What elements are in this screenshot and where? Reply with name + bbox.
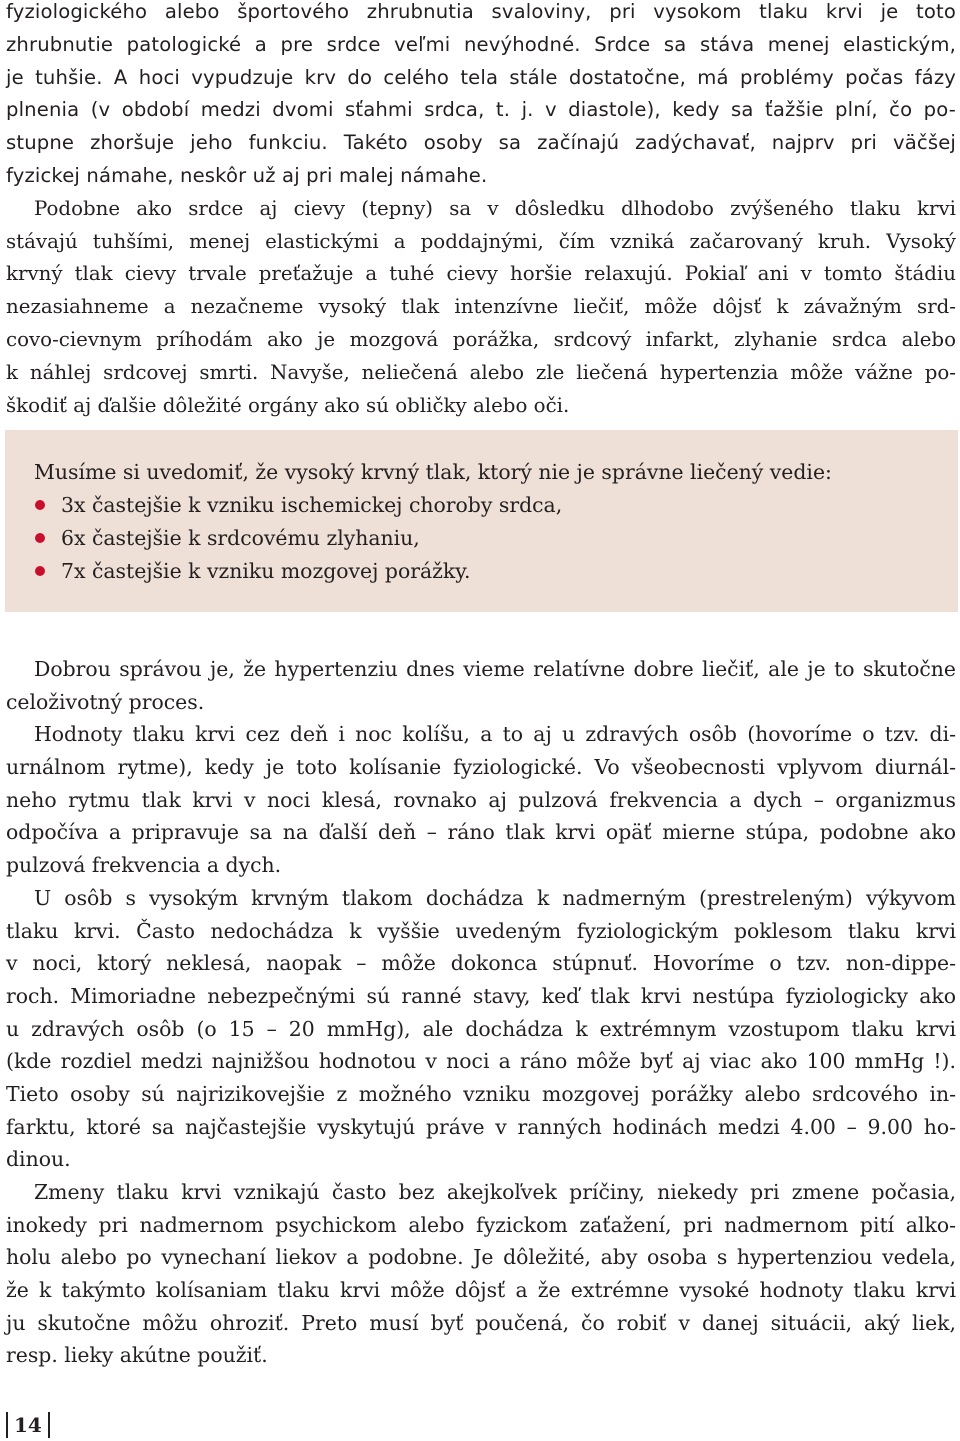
callout-box [5, 430, 958, 612]
text-line: v noci, ktorý neklesá, naopak – môže dokonca stúpnuť. Hovoríme o tzv. non-dippe- [6, 951, 956, 976]
list-item [5, 489, 562, 522]
bullet-icon [35, 566, 45, 576]
text-line: u zdravých osôb (o 15 – 20 mmHg), ale dochádza k extrémnym vzostupom tlaku krvi [6, 1016, 956, 1041]
list-item [5, 522, 562, 555]
list-item-text: 6x častejšie k srdcovému zlyhaniu, [61, 526, 420, 550]
text-line: Hodnoty tlaku krvi cez deň i noc kolíšu, a to aj u zdravých osôb (hovoríme o tzv. di- [34, 722, 956, 747]
text-line: škodiť aj ďalšie dôležité orgány ako sú obličky alebo oči. [6, 393, 570, 417]
text-line: zhrubnutie patologické a pre srdce veľmi nevýhodné. Srdce sa stáva menej elastickým, [6, 32, 956, 56]
list-item-text: 3x častejšie k vzniku ischemickej choroby srdca, [61, 493, 563, 517]
text-line: covo-cievnym príhodám ako je mozgová porážka, srdcový infarkt, zlyhanie srdca alebo [6, 327, 956, 351]
text-line: je tuhšie. A hoci vypudzuje krv do celého tela stále dostatočne, má problémy počas fázy [6, 65, 956, 89]
text-line: odpočíva a pripravuje sa na ďalší deň – ráno tlak krvi opäť mierne stúpa, podobne ako [6, 820, 956, 845]
text-line: Zmeny tlaku krvi vznikajú často bez akejkoľvek príčiny, niekedy pri zmene počasia, [34, 1180, 956, 1204]
text-line: celoživotný proces. [6, 689, 205, 714]
text-line: pulzová frekvencia a dych. [6, 853, 282, 878]
text-line: dinou. [6, 1147, 71, 1172]
text-line: stupne zhoršuje jeho funkciu. Takéto osoby sa začínajú zadýchavať, najprv pri väčšej [6, 131, 956, 155]
bullet-icon [35, 533, 45, 543]
text-line: stávajú tuhšími, menej elastickými a poddajnými, čím vzniká začarovaný kruh. Vysoký [6, 229, 956, 253]
text-line: Podobne ako srdce aj cievy (tepny) sa v dôsledku dlhodobo zvýšeného tlaku krvi [34, 196, 956, 220]
page-number-right-rule [48, 1412, 50, 1438]
text-line: plnenia (v období medzi dvomi sťahmi srdca, t. j. v diastole), kedy sa ťažšie plní, čo po- [6, 98, 956, 122]
page-number [6, 1411, 50, 1439]
text-line: tlaku krvi. Často nedochádza k vyššie uvedeným fyziologickým poklesom tlaku krvi [6, 918, 956, 943]
text-line: resp. lieky akútne použiť. [6, 1343, 268, 1368]
text-line: inokedy pri nadmernom psychickom alebo fyzickom zaťažení, pri nadmernom pití alko- [6, 1212, 956, 1237]
list-item-text: 7x častejšie k vzniku mozgovej porážky. [61, 559, 471, 583]
text-line: roch. Mimoriadne nebezpečnými sú ranné stavy, keď tlak krvi nestúpa fyziologicky ako [6, 983, 956, 1008]
bullet-icon [35, 500, 45, 510]
text-line: neho rytmu tlak krvi v noci klesá, rovnako aj pulzová frekvencia a dych – organizmus [6, 787, 956, 812]
text-line: farktu, ktoré sa najčastejšie vyskytujú práve v ranných hodinách medzi 4.00 – 9.00 ho- [6, 1114, 956, 1139]
text-line: U osôb s vysokým krvným tlakom dochádza k nadmerným (prestreleným) výkyvom [34, 885, 956, 910]
text-line: Dobrou správou je, že hypertenziu dnes vieme relatívne dobre liečiť, ale je to skutočne [34, 657, 956, 681]
text-line: Tieto osoby sú najrizikovejšie z možného vzniku mozgovej porážky alebo srdcového in- [6, 1081, 956, 1106]
list-item [5, 555, 562, 588]
page-number-value: 14 [14, 1413, 42, 1437]
text-line: urnálnom rytme), kedy je toto kolísanie fyziologické. Vo všeobecnosti vplyvom diurnál- [6, 755, 956, 780]
text-line: fyzickej námahe, neskôr už aj pri malej námahe. [6, 163, 488, 187]
text-line: k náhlej srdcovej smrti. Navyše, neliečená alebo zle liečená hypertenzia môže vážne po- [6, 360, 956, 384]
text-line: ju skutočne môžu ohroziť. Preto musí byť poučená, čo robiť v danej situácii, aký liek, [6, 1310, 956, 1335]
callout-list [5, 489, 562, 588]
top-paragraphs [6, 0, 956, 422]
text-line: holu alebo po vynechaní liekov a podobne. Je dôležité, aby osoba s hypertenziou vedela, [6, 1245, 956, 1270]
text-line: (kde rozdiel medzi najnižšou hodnotou v noci a ráno môže byť aj viac ako 100 mmHg !). [6, 1049, 956, 1074]
text-line: fyziologického alebo športového zhrubnutia svaloviny, pri vysokom tlaku krvi je toto [6, 0, 956, 23]
text-line: že k takýmto kolísaniam tlaku krvi môže dôjsť a že extrémne vysoké hodnoty tlaku krvi [6, 1278, 956, 1303]
callout-intro: Musíme si uvedomiť, že vysoký krvný tlak, ktorý nie je správne liečený vedie: [34, 460, 832, 484]
text-line: nezasiahneme a nezačneme vysoký tlak intenzívne liečiť, môže dôjsť k závažným srd- [6, 295, 956, 319]
text-line: krvný tlak cievy trvale preťažuje a tuhé cievy horšie relaxujú. Pokiaľ ani v tomto štádiu [6, 262, 956, 286]
bottom-paragraphs [6, 653, 956, 1372]
